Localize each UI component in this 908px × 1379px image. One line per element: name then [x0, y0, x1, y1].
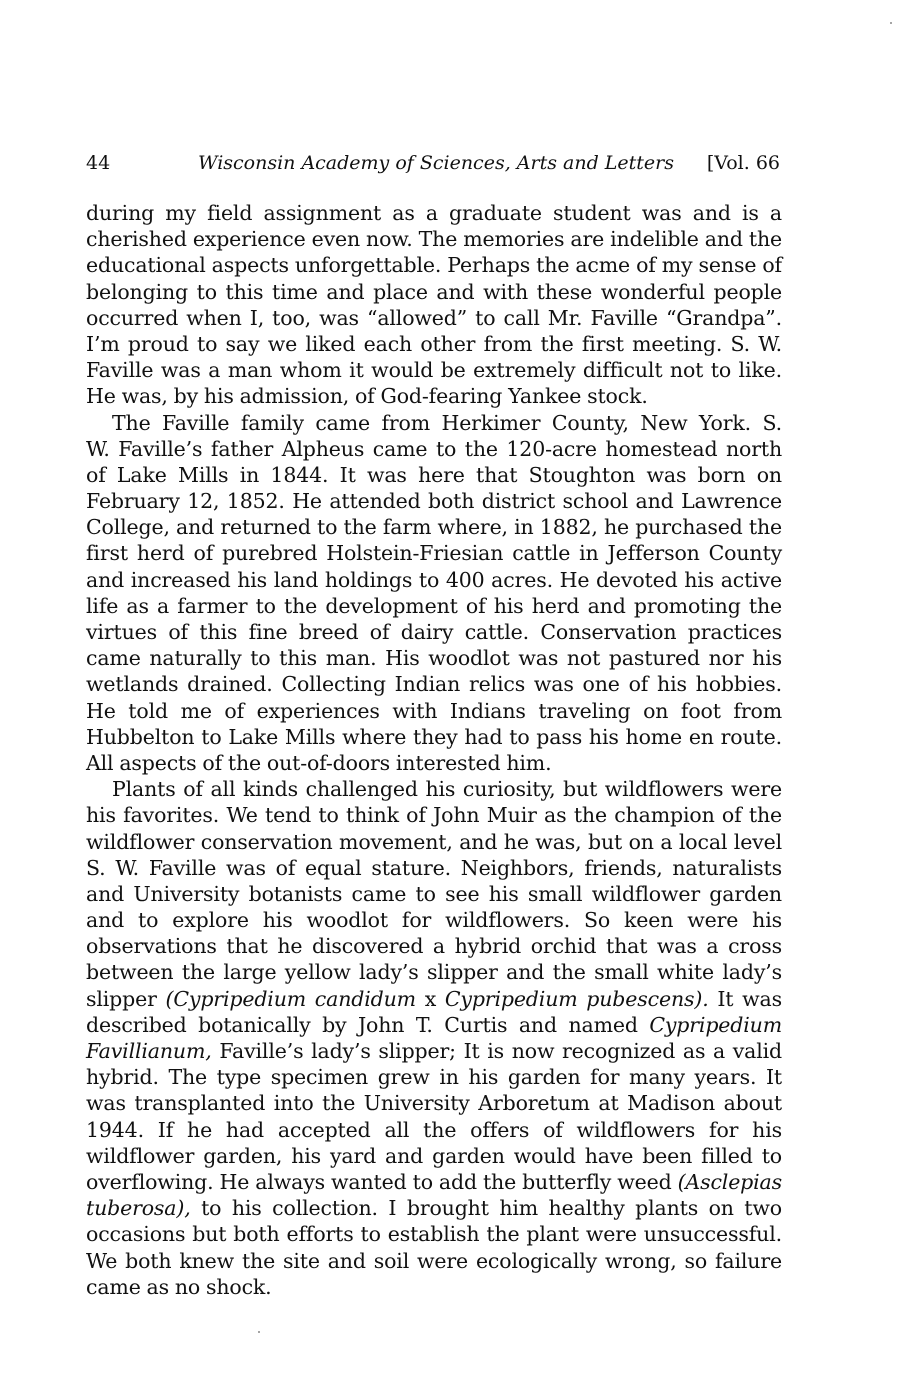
paragraph	[86, 200, 782, 410]
italic-text: (Asclepias	[677, 1169, 782, 1194]
text-line	[86, 776, 782, 802]
text-segment: S. W. Faville was of equal stature. Neighbors, friends, naturalists	[86, 855, 782, 880]
text-segment: wildflower garden, his yard and garden would have been filled to	[86, 1143, 782, 1168]
text-line	[86, 357, 782, 383]
scan-speck	[258, 1331, 260, 1333]
text-line	[86, 514, 782, 540]
text-segment: of Lake Mills in 1844. It was here that Stoughton was born on	[86, 462, 782, 487]
page-number: 44	[86, 152, 111, 174]
text-line	[86, 252, 782, 278]
text-segment: February 12, 1852. He attended both district school and Lawrence	[86, 489, 782, 514]
text-segment: occurred when I, too, was “allowed” to call Mr. Faville “Grandpa”.	[86, 305, 782, 330]
text-line	[86, 1117, 782, 1143]
text-line	[86, 619, 782, 645]
text-line	[86, 855, 782, 881]
text-line	[86, 1195, 782, 1221]
text-line	[86, 593, 782, 619]
text-line	[86, 1221, 782, 1247]
text-segment: wetlands drained. Collecting Indian relics was one of his hobbies.	[86, 672, 782, 697]
text-line	[86, 462, 782, 488]
text-segment: College, and returned to the farm where, in 1882, he purchased the	[86, 515, 782, 540]
text-segment: 1944. If he had accepted all the offers of wildflowers for his	[86, 1117, 782, 1142]
text-segment: Hubbelton to Lake Mills where they had to pass his home en route.	[86, 724, 782, 749]
text-segment: Faville was a man whom it would be extremely difficult not to like.	[86, 358, 782, 383]
text-line	[86, 671, 782, 697]
text-line	[86, 802, 782, 828]
body-text	[86, 200, 782, 1300]
text-line	[86, 488, 782, 514]
text-line	[86, 567, 782, 593]
text-segment: to his collection. I brought him healthy plants on two	[190, 1196, 782, 1221]
text-line	[86, 540, 782, 566]
text-line	[86, 305, 782, 331]
text-line	[86, 724, 782, 750]
text-segment: came naturally to this man. His woodlot was not pastured nor his	[86, 646, 782, 671]
text-segment: came as no shock.	[86, 1274, 272, 1299]
text-segment: between the large yellow lady’s slipper and the small white lady’s	[86, 960, 782, 985]
text-segment: It was	[708, 986, 782, 1011]
text-line	[86, 1064, 782, 1090]
text-line	[86, 1169, 782, 1195]
text-segment: Faville’s lady’s slipper; It is now recognized as a valid	[211, 1039, 782, 1063]
journal-title: Wisconsin Academy of Sciences, Arts and Letters	[198, 152, 674, 174]
text-line	[86, 933, 782, 959]
text-segment: x	[415, 986, 445, 1011]
text-segment: wildflower conservation movement, and he was, but on a local level	[86, 829, 782, 854]
text-line	[86, 1143, 782, 1169]
text-segment: life as a farmer to the development of his herd and promoting the	[86, 593, 782, 618]
text-line	[86, 1248, 782, 1274]
text-line	[86, 1038, 782, 1064]
text-segment: He told me of experiences with Indians traveling on foot from	[86, 698, 782, 723]
text-segment: educational aspects unforgettable. Perhaps the acme of my sense of	[86, 253, 782, 278]
text-segment: I’m proud to say we liked each other from the first meeting. S. W.	[86, 331, 782, 356]
text-segment: first herd of purebred Holstein-Friesian cattle in Jefferson County	[86, 541, 782, 566]
text-segment: belonging to this time and place and with these wonderful people	[86, 279, 782, 304]
text-segment: Plants of all kinds challenged his curiosity, but wildflowers were	[112, 777, 782, 802]
italic-text: Cypripedium	[649, 1012, 782, 1037]
text-segment: during my field assignment as a graduate student was and is a	[86, 201, 782, 225]
text-line	[86, 200, 782, 226]
text-line	[86, 645, 782, 671]
text-segment: was transplanted into the University Arboretum at Madison about	[86, 1091, 782, 1116]
text-segment: his favorites. We tend to think of John Muir as the champion of the	[86, 803, 782, 828]
text-segment: hybrid. The type specimen grew in his garden for many years. It	[86, 1065, 782, 1090]
text-segment: overflowing. He always wanted to add the butterfly weed	[86, 1169, 678, 1194]
text-line	[86, 750, 782, 776]
text-line	[86, 881, 782, 907]
text-segment: He was, by his admission, of God-fearing Yankee stock.	[86, 384, 648, 409]
text-line	[86, 698, 782, 724]
running-header	[86, 150, 780, 176]
text-segment: and to explore his woodlot for wildflowers. So keen were his	[86, 908, 782, 933]
italic-text: Favillianum,	[86, 1039, 212, 1063]
paragraph	[86, 410, 782, 777]
paragraph	[86, 776, 782, 1300]
text-segment: All aspects of the out-of-doors interested him.	[86, 750, 552, 775]
text-line	[86, 1274, 782, 1300]
text-line	[86, 383, 782, 409]
text-segment: slipper	[86, 986, 166, 1011]
text-line	[86, 1090, 782, 1116]
text-segment: W. Faville’s father Alpheus came to the 120-acre homestead north	[86, 436, 782, 461]
text-line	[86, 410, 782, 436]
text-line	[86, 331, 782, 357]
italic-text: (Cypripedium candidum	[165, 986, 416, 1011]
text-line	[86, 959, 782, 985]
text-segment: virtues of this fine breed of dairy cattle. Conservation practices	[86, 620, 782, 644]
text-line	[86, 436, 782, 462]
volume-label: [Vol. 66	[706, 152, 780, 174]
text-segment: and increased his land holdings to 400 acres. He devoted his active	[86, 567, 782, 592]
text-line	[86, 226, 782, 252]
text-segment: The Faville family came from Herkimer County, New York. S.	[112, 410, 782, 435]
italic-text: tuberosa),	[86, 1196, 191, 1221]
text-segment: and University botanists came to see his small wildflower garden	[86, 881, 782, 906]
text-segment: occasions but both efforts to establish the plant were unsuccessful.	[86, 1222, 782, 1247]
text-line	[86, 986, 782, 1012]
italic-text: Cypripedium pubescens).	[444, 986, 709, 1011]
text-segment: We both knew the site and soil were ecologically wrong, so failure	[86, 1248, 782, 1273]
text-segment: described botanically by John T. Curtis and named	[86, 1012, 650, 1037]
text-line	[86, 829, 782, 855]
text-line	[86, 279, 782, 305]
scan-speck	[890, 22, 892, 24]
text-segment: cherished experience even now. The memories are indelible and the	[86, 227, 782, 252]
text-segment: observations that he discovered a hybrid orchid that was a cross	[86, 934, 782, 959]
text-line	[86, 907, 782, 933]
text-line	[86, 1012, 782, 1038]
